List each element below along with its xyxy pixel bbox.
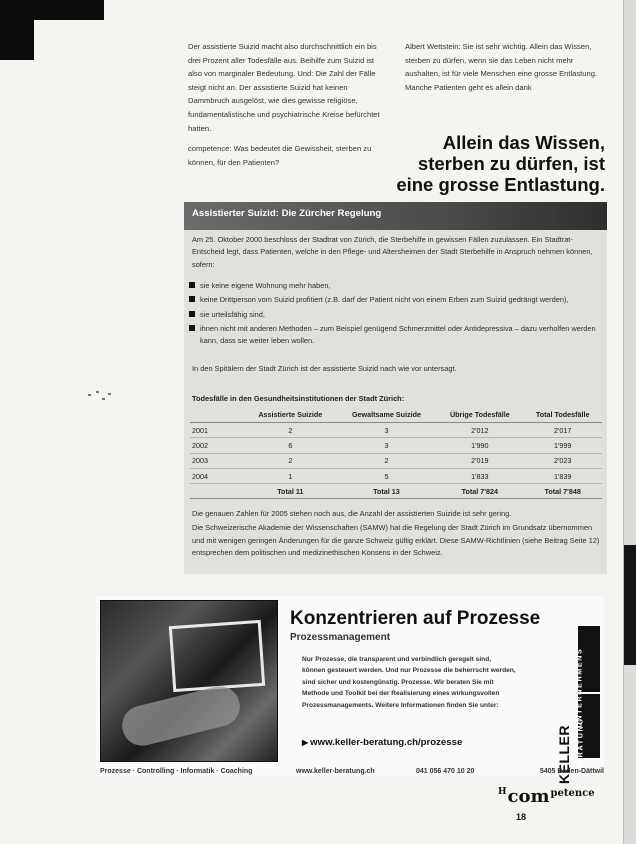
table-cell [190, 484, 244, 499]
pull-quote-line: sterben zu dürfen, ist [417, 153, 605, 174]
pull-quote-line: Allein das Wissen, [442, 132, 605, 153]
info-box [184, 202, 607, 574]
column-header: Total Todesfälle [523, 406, 602, 423]
list-item-text: keine Drittperson vom Suizid profitiert (z.B. darf der Patient nicht von einem Erben zum Suizid gedrängt werden), [200, 295, 569, 305]
ad-link-text[interactable]: www.keller-beratung.ch/prozesse [310, 737, 463, 748]
info-box-title: Assistierter Suizid: Die Zürcher Regelung [184, 202, 607, 230]
table-cell: 1 [244, 468, 337, 483]
table-cell: 2002 [190, 438, 244, 453]
article-paragraph: competence: Was bedeutet die Gewissheit, sterben zu können, für den Patienten? [188, 144, 372, 167]
bullet-icon [189, 311, 195, 317]
ad-phone: 041 056 470 10 20 [416, 768, 475, 775]
column-header: Gewaltsame Suizide [337, 406, 437, 423]
table-cell: 2'019 [436, 453, 523, 468]
list-item [184, 323, 602, 348]
table-cell: 2003 [190, 453, 244, 468]
article-left-column [188, 40, 388, 176]
table-cell: 3 [337, 423, 437, 438]
scan-corner [0, 0, 34, 60]
table-cell: 5 [337, 468, 437, 483]
photo-hand [118, 682, 244, 750]
table-title: Todesfälle in den Gesundheitsinstitutionen der Stadt Zürich: [192, 394, 405, 403]
column-header: Übrige Todesfälle [436, 406, 523, 423]
ad-services: Prozesse · Controlling · Informatik · Coaching [100, 768, 253, 775]
table-cell: 6 [244, 438, 337, 453]
keller-logo-name: KELLER [556, 725, 572, 784]
table-cell: 1'990 [436, 438, 523, 453]
info-box-footer [192, 508, 602, 561]
ad-footer-line [100, 768, 604, 775]
ad-subtitle: Prozessmanagement [290, 632, 391, 643]
pull-quote-line: eine grosse Entlastung. [396, 174, 605, 195]
list-item-text: ihnen nicht mit anderen Methoden – zum Beispiel genügend Schmerzmittel oder Antidepressiva – dazu verholfen werden kann, dass sie weiter leben wollen. [200, 323, 596, 346]
list-item-text: sie urteilsfähig sind, [200, 309, 265, 319]
table-cell: Total 7'848 [523, 484, 602, 499]
table-cell: 1'833 [436, 468, 523, 483]
list-item [184, 280, 602, 292]
info-box-intro-text: Am 25. Oktober 2000 beschloss der Stadtrat von Zürich, die Sterbehilfe in gewissen Fällen zuzulassen. Ein Stadtrat-Entscheid legt, dass Patienten, welche in den Pflege- und Altersheimen der Stadt Sterbehilfe in Anspruch nehmen können, sofern: [192, 235, 593, 269]
list-item [184, 309, 602, 321]
ad-address: 5405 Baden-Dättwil [539, 768, 604, 775]
ad-url[interactable]: www.keller-beratung.ch [296, 768, 375, 775]
ad-title: Konzentrieren auf Prozesse [290, 608, 541, 629]
info-box-paragraph: Die genauen Zahlen für 2005 stehen noch aus, die Anzahl der assistierten Suizide ist sehr gering. [192, 509, 512, 518]
table-cell: 2'017 [523, 423, 602, 438]
article-right-column [405, 40, 603, 101]
table-header-row [190, 406, 602, 423]
table-cell: Total 7'824 [436, 484, 523, 499]
facing-page-shadow [624, 545, 636, 665]
ad-photo [100, 600, 278, 762]
table-row [190, 438, 602, 453]
keller-logo-line2: BERATUNG [575, 717, 585, 771]
info-box-note: In den Spitälern der Stadt Zürich ist der assistierte Suizid nach wie vor untersagt. [192, 364, 457, 373]
ad-link[interactable] [302, 737, 462, 748]
info-box-paragraph: Die Schweizerische Akademie der Wissenschaften (SAMW) hat die Regelung der Stadt Zürich im Grundsatz übernommen und mit wenigen geringen Änderungen für die ganze Schweiz gültig erklärt. Diese SAMW-Richtlinien (siehe Beitrag Seite 12) entsprechen dem politischen und medizinethischen Konsens in der Schweiz. [192, 523, 600, 557]
photo-frame [169, 620, 265, 692]
pull-quote [395, 132, 605, 195]
ad-body: Nur Prozesse, die transparent und verbindlich geregelt sind, können gesteuert werden. Und nur Prozesse die beherrscht werden, sind sicher und kostengünstig. Prozesse. Wir beraten Sie mit Methode und Toolkit bei der Realisierung eines wirkungsvollen Prozessmanagements. Weitere Informationen finden Sie unter: [302, 656, 516, 709]
logo-small: petence [550, 788, 595, 799]
table-cell: 2 [244, 423, 337, 438]
table-total-row [190, 484, 602, 499]
arrow-right-icon: ▶ [302, 738, 309, 747]
column-header: Assistierte Suizide [244, 406, 337, 423]
page-number: 18 [516, 812, 527, 822]
scan-specks [86, 388, 116, 408]
list-item-text: sie keine eigene Wohnung mehr haben, [200, 281, 331, 290]
table-row [190, 468, 602, 483]
competence-logo [498, 786, 608, 807]
table-cell: 2001 [190, 423, 244, 438]
article-paragraph: Der assistierte Suizid macht also durchschnittlich ein bis drei Prozent aller Todesfälle aus. Beihilfe zum Suizid ist also von marginaler Bedeutung. Und: Die Zahl der Fälle steigt nicht an. Der assistierte Suizid hat keinen Dammbruch ausgelöst, wie dies gewisse religiöse, fundamentalistische und psychiatrische Kreise befürchtet hatten. [188, 42, 380, 133]
magazine-logo [498, 786, 608, 816]
logo-mark: H [498, 787, 507, 797]
table-cell: 1'839 [523, 468, 602, 483]
info-box-intro [192, 234, 602, 271]
table-cell: 1'999 [523, 438, 602, 453]
bullet-icon [189, 282, 195, 288]
table-cell: Total 13 [337, 484, 437, 499]
bullet-icon [189, 296, 195, 302]
table-row [190, 423, 602, 438]
table-cell: Total 11 [244, 484, 337, 499]
table-cell: 3 [337, 438, 437, 453]
condition-list [184, 280, 602, 349]
column-header [190, 406, 244, 423]
bullet-icon [189, 325, 195, 331]
scan-corner-top [34, 0, 104, 20]
list-item [184, 294, 602, 306]
keller-logo-line1: UNTERNEHMENS [574, 647, 584, 728]
table-cell: 2 [244, 453, 337, 468]
table-cell: 2'023 [523, 453, 602, 468]
logo-big: com [507, 786, 550, 807]
advertisement [96, 596, 604, 784]
table-cell: 2004 [190, 468, 244, 483]
table-row [190, 453, 602, 468]
deaths-table [190, 406, 602, 499]
article-paragraph: Albert Wettstein: Sie ist sehr wichtig. Allein das Wissen, sterben zu dürfen, wenn sie das Leben nicht mehr aushalten, ist für viele Menschen eine grosse Entlastung. Manche Patienten geht es allein dank [405, 42, 598, 92]
table-cell: 2'012 [436, 423, 523, 438]
table-cell: 2 [337, 453, 437, 468]
facing-page-edge [623, 0, 636, 844]
